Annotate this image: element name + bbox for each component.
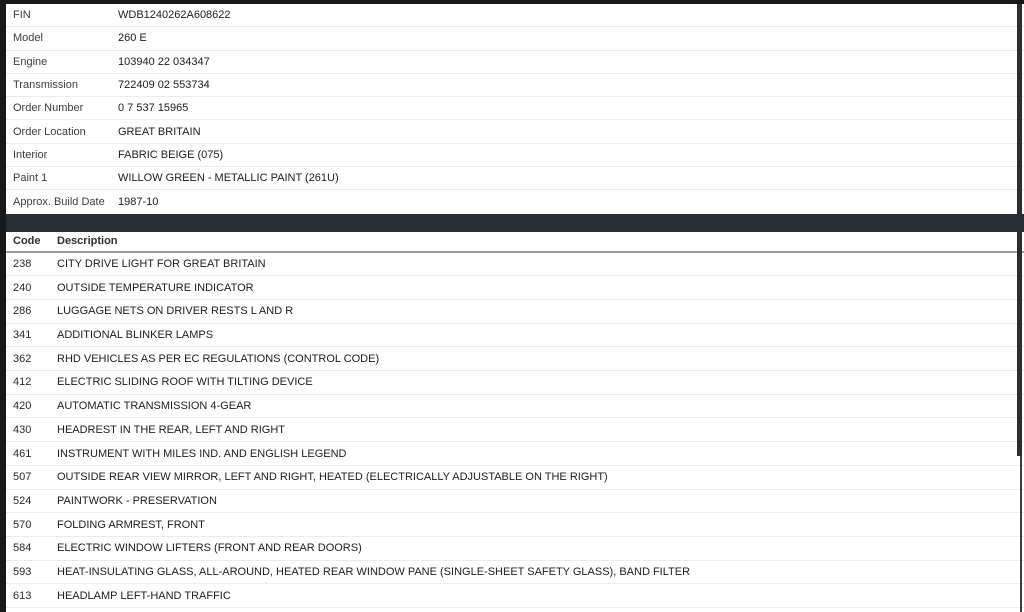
vehicle-spec-table <box>6 4 1024 214</box>
spec-value: WILLOW GREEN - METALLIC PAINT (261U) <box>118 172 339 185</box>
option-description: ELECTRIC WINDOW LIFTERS (FRONT AND REAR DOORS) <box>57 542 362 555</box>
option-code: 412 <box>13 376 32 389</box>
option-code: 613 <box>13 589 32 602</box>
description-column-header: Description <box>57 235 118 248</box>
option-code: 593 <box>13 565 32 578</box>
option-code-row <box>6 395 1024 419</box>
option-code-row <box>6 466 1024 490</box>
option-code-row <box>6 253 1024 277</box>
code-column-header: Code <box>13 235 41 248</box>
option-code-row <box>6 561 1024 585</box>
spec-row <box>6 51 1024 74</box>
option-code: 524 <box>13 494 32 507</box>
option-description: FOLDING ARMREST, FRONT <box>57 518 205 531</box>
option-description: HEADREST IN THE REAR, LEFT AND RIGHT <box>57 423 285 436</box>
spec-row <box>6 167 1024 190</box>
option-code: 430 <box>13 423 32 436</box>
spec-row <box>6 74 1024 97</box>
spec-label: Interior <box>13 148 48 161</box>
option-code-row <box>6 513 1024 537</box>
spec-row <box>6 120 1024 143</box>
option-code-row <box>6 490 1024 514</box>
option-code: 570 <box>13 518 32 531</box>
scrollbar-thumb[interactable] <box>1017 4 1022 456</box>
option-description: LUGGAGE NETS ON DRIVER RESTS L AND R <box>57 305 294 318</box>
spec-row <box>6 144 1024 167</box>
spec-label: Transmission <box>13 79 78 92</box>
option-code: 240 <box>13 281 32 294</box>
option-description: OUTSIDE REAR VIEW MIRROR, LEFT AND RIGHT, HEATED (ELECTRICALLY ADJUSTABLE ON THE RIGHT) <box>57 471 608 484</box>
spec-row <box>6 97 1024 120</box>
option-description: AUTOMATIC TRANSMISSION 4-GEAR <box>57 400 252 413</box>
spec-value: FABRIC BEIGE (075) <box>118 148 224 161</box>
option-code-row <box>6 347 1024 371</box>
spec-value: 103940 22 034347 <box>118 55 210 68</box>
option-code: 286 <box>13 305 32 318</box>
option-code-row <box>6 324 1024 348</box>
option-code: 584 <box>13 542 32 555</box>
spec-value: WDB1240262A608622 <box>118 9 231 22</box>
option-code-row <box>6 276 1024 300</box>
option-code: 238 <box>13 258 32 271</box>
spec-value: 0 7 537 15965 <box>118 102 189 115</box>
spec-label: FIN <box>13 9 31 22</box>
option-code: 420 <box>13 400 32 413</box>
option-code-row <box>6 300 1024 324</box>
option-code: 362 <box>13 352 32 365</box>
spec-label: Approx. Build Date <box>13 196 105 209</box>
spec-label: Order Number <box>13 102 84 115</box>
option-code: 341 <box>13 329 32 342</box>
option-description: PAINTWORK - PRESERVATION <box>57 494 217 507</box>
option-codes-table <box>6 232 1024 608</box>
option-description: ADDITIONAL BLINKER LAMPS <box>57 329 214 342</box>
spec-label: Paint 1 <box>13 172 48 185</box>
option-code-row <box>6 537 1024 561</box>
spec-value: GREAT BRITAIN <box>118 125 201 138</box>
option-code: 507 <box>13 471 32 484</box>
section-divider-bar <box>6 214 1024 232</box>
option-description: RHD VEHICLES AS PER EC REGULATIONS (CONTROL CODE) <box>57 352 380 365</box>
option-codes-body <box>6 253 1024 608</box>
option-code-row <box>6 584 1024 608</box>
option-description: OUTSIDE TEMPERATURE INDICATOR <box>57 281 254 294</box>
option-description: ELECTRIC SLIDING ROOF WITH TILTING DEVICE <box>57 376 313 389</box>
spec-row <box>6 4 1024 27</box>
spec-row <box>6 190 1024 213</box>
option-description: HEADLAMP LEFT-HAND TRAFFIC <box>57 589 231 602</box>
option-description: HEAT-INSULATING GLASS, ALL-AROUND, HEATED REAR WINDOW PANE (SINGLE-SHEET SAFETY GLASS), BAND FILTER <box>57 565 691 578</box>
spec-label: Engine <box>13 55 48 68</box>
option-code-row <box>6 442 1024 466</box>
option-code-row <box>6 371 1024 395</box>
option-description: CITY DRIVE LIGHT FOR GREAT BRITAIN <box>57 258 266 271</box>
spec-label: Model <box>13 32 43 45</box>
spec-label: Order Location <box>13 125 86 138</box>
spec-value: 722409 02 553734 <box>118 79 210 92</box>
spec-value: 260 E <box>118 32 147 45</box>
option-code: 461 <box>13 447 32 460</box>
spec-value: 1987-10 <box>118 196 159 209</box>
spec-row <box>6 27 1024 50</box>
option-codes-header-row <box>6 232 1024 253</box>
option-description: INSTRUMENT WITH MILES IND. AND ENGLISH LEGEND <box>57 447 347 460</box>
option-code-row <box>6 418 1024 442</box>
